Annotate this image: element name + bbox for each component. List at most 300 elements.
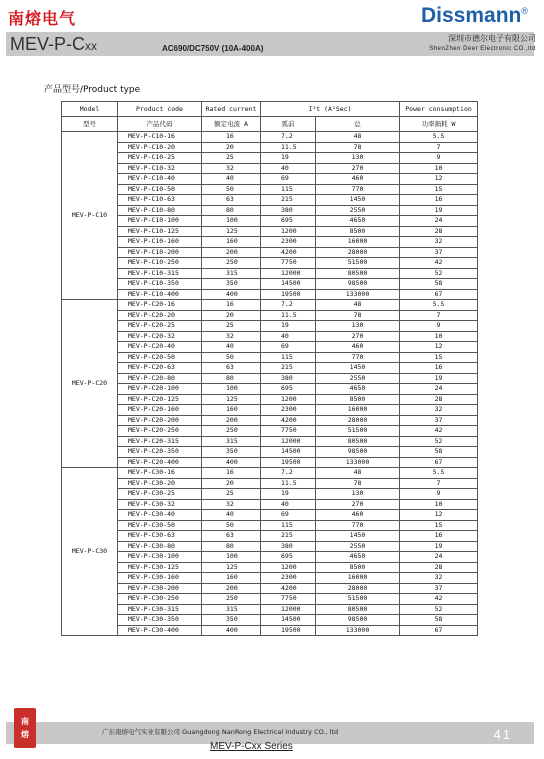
rated-current-cell: 125 xyxy=(202,394,261,405)
rated-current-cell: 350 xyxy=(202,279,261,290)
rated-current-cell: 160 xyxy=(202,573,261,584)
product-code-cell: MEV-P-C30-315 xyxy=(118,604,202,615)
power-cell: 5.5 xyxy=(400,300,478,311)
i2t-total-cell: 770 xyxy=(316,520,400,531)
i2t-pre-cell: 115 xyxy=(261,520,316,531)
rated-current-cell: 200 xyxy=(202,415,261,426)
table-row xyxy=(62,604,478,615)
product-code-cell: MEV-P-C10-100 xyxy=(118,216,202,227)
power-cell: 12 xyxy=(400,174,478,185)
product-code-cell: MEV-P-C20-350 xyxy=(118,447,202,458)
table-row xyxy=(62,174,478,185)
i2t-total-cell: 270 xyxy=(316,163,400,174)
table-row xyxy=(62,478,478,489)
rated-current-cell: 32 xyxy=(202,499,261,510)
table-row xyxy=(62,457,478,468)
product-code-cell: MEV-P-C30-160 xyxy=(118,573,202,584)
rated-current-cell: 63 xyxy=(202,363,261,374)
product-code-cell: MEV-P-C10-32 xyxy=(118,163,202,174)
rated-current-cell: 200 xyxy=(202,583,261,594)
table-row xyxy=(62,615,478,626)
power-cell: 7 xyxy=(400,478,478,489)
table-row xyxy=(62,583,478,594)
product-code-cell: MEV-P-C10-125 xyxy=(118,226,202,237)
model-group-cell: MEV-P-C20 xyxy=(62,300,118,468)
i2t-pre-cell: 69 xyxy=(261,510,316,521)
i2t-pre-cell: 40 xyxy=(261,163,316,174)
table-row xyxy=(62,195,478,206)
i2t-pre-cell: 7.2 xyxy=(261,300,316,311)
product-code-cell: MEV-P-C10-315 xyxy=(118,268,202,279)
i2t-total-cell: 8500 xyxy=(316,394,400,405)
power-cell: 15 xyxy=(400,184,478,195)
i2t-pre-cell: 695 xyxy=(261,216,316,227)
table-row xyxy=(62,184,478,195)
i2t-pre-cell: 12000 xyxy=(261,268,316,279)
i2t-total-cell: 16000 xyxy=(316,237,400,248)
product-code-cell: MEV-P-C10-20 xyxy=(118,142,202,153)
i2t-total-cell: 78 xyxy=(316,478,400,489)
product-code-cell: MEV-P-C20-16 xyxy=(118,300,202,311)
power-cell: 32 xyxy=(400,237,478,248)
table-row xyxy=(62,363,478,374)
i2t-total-cell: 460 xyxy=(316,510,400,521)
power-cell: 42 xyxy=(400,594,478,605)
rated-current-cell: 100 xyxy=(202,384,261,395)
i2t-pre-cell: 380 xyxy=(261,205,316,216)
power-cell: 58 xyxy=(400,279,478,290)
rated-current-cell: 250 xyxy=(202,258,261,269)
product-code-cell: MEV-P-C30-16 xyxy=(118,468,202,479)
i2t-pre-cell: 11.5 xyxy=(261,310,316,321)
table-row xyxy=(62,352,478,363)
i2t-pre-cell: 2300 xyxy=(261,405,316,416)
power-cell: 10 xyxy=(400,331,478,342)
i2t-total-cell: 133000 xyxy=(316,457,400,468)
table-row xyxy=(62,300,478,311)
i2t-pre-cell: 40 xyxy=(261,331,316,342)
rated-current-cell: 20 xyxy=(202,478,261,489)
table-row xyxy=(62,468,478,479)
i2t-pre-cell: 14500 xyxy=(261,279,316,290)
product-code-cell: MEV-P-C20-32 xyxy=(118,331,202,342)
power-cell: 7 xyxy=(400,310,478,321)
badge-char-1: 南 xyxy=(21,717,29,726)
table-row xyxy=(62,415,478,426)
i2t-total-cell: 28000 xyxy=(316,415,400,426)
i2t-pre-cell: 4200 xyxy=(261,415,316,426)
table-row xyxy=(62,384,478,395)
header-i2t-total: 总 xyxy=(316,117,400,132)
i2t-total-cell: 16000 xyxy=(316,573,400,584)
rated-current-cell: 40 xyxy=(202,174,261,185)
rated-current-cell: 25 xyxy=(202,321,261,332)
table-row xyxy=(62,132,478,143)
registered-mark: ® xyxy=(521,6,528,16)
table-row xyxy=(62,541,478,552)
i2t-pre-cell: 1200 xyxy=(261,394,316,405)
company-cn: 深圳市德尔电子有限公司 xyxy=(448,34,536,43)
rated-current-cell: 16 xyxy=(202,300,261,311)
table-row xyxy=(62,226,478,237)
power-cell: 16 xyxy=(400,531,478,542)
product-code-cell: MEV-P-C20-20 xyxy=(118,310,202,321)
i2t-pre-cell: 12000 xyxy=(261,436,316,447)
rated-current-cell: 50 xyxy=(202,352,261,363)
i2t-pre-cell: 7750 xyxy=(261,594,316,605)
footer-series: MEV-P-Cxx Series xyxy=(210,741,293,752)
i2t-pre-cell: 7750 xyxy=(261,258,316,269)
power-cell: 67 xyxy=(400,625,478,636)
power-cell: 32 xyxy=(400,573,478,584)
power-cell: 52 xyxy=(400,436,478,447)
table-row xyxy=(62,573,478,584)
i2t-pre-cell: 19500 xyxy=(261,289,316,300)
rated-current-cell: 16 xyxy=(202,468,261,479)
power-cell: 12 xyxy=(400,510,478,521)
i2t-pre-cell: 695 xyxy=(261,552,316,563)
power-cell: 16 xyxy=(400,363,478,374)
i2t-pre-cell: 19 xyxy=(261,489,316,500)
power-cell: 24 xyxy=(400,216,478,227)
rated-current-cell: 80 xyxy=(202,373,261,384)
rated-current-cell: 400 xyxy=(202,625,261,636)
table-header-row-cn xyxy=(62,117,478,132)
product-code-cell: MEV-P-C30-100 xyxy=(118,552,202,563)
header-model-en: Model xyxy=(62,102,118,117)
table-row xyxy=(62,205,478,216)
i2t-pre-cell: 115 xyxy=(261,352,316,363)
rated-current-cell: 400 xyxy=(202,457,261,468)
table-row xyxy=(62,373,478,384)
i2t-pre-cell: 19 xyxy=(261,321,316,332)
product-code-cell: MEV-P-C30-350 xyxy=(118,615,202,626)
i2t-pre-cell: 4200 xyxy=(261,247,316,258)
rated-current-cell: 40 xyxy=(202,342,261,353)
product-table xyxy=(61,101,478,636)
i2t-total-cell: 1450 xyxy=(316,363,400,374)
power-cell: 10 xyxy=(400,163,478,174)
i2t-total-cell: 98500 xyxy=(316,279,400,290)
power-cell: 28 xyxy=(400,226,478,237)
i2t-pre-cell: 19 xyxy=(261,153,316,164)
i2t-pre-cell: 19500 xyxy=(261,457,316,468)
i2t-total-cell: 4650 xyxy=(316,216,400,227)
company-en: ShenZhen Deer Electronic CO.,ltd xyxy=(429,46,536,52)
product-title-suffix: xx xyxy=(85,39,98,53)
product-code-cell: MEV-P-C10-160 xyxy=(118,237,202,248)
i2t-pre-cell: 7750 xyxy=(261,426,316,437)
rated-current-cell: 20 xyxy=(202,142,261,153)
rated-current-cell: 50 xyxy=(202,184,261,195)
i2t-pre-cell: 14500 xyxy=(261,447,316,458)
i2t-total-cell: 51500 xyxy=(316,594,400,605)
product-code-cell: MEV-P-C10-350 xyxy=(118,279,202,290)
i2t-total-cell: 78 xyxy=(316,142,400,153)
product-code-cell: MEV-P-C30-32 xyxy=(118,499,202,510)
rated-current-cell: 125 xyxy=(202,226,261,237)
product-code-cell: MEV-P-C20-40 xyxy=(118,342,202,353)
brand-en-logo xyxy=(421,4,528,28)
rated-current-cell: 250 xyxy=(202,594,261,605)
table-row xyxy=(62,321,478,332)
power-cell: 9 xyxy=(400,489,478,500)
i2t-total-cell: 28000 xyxy=(316,583,400,594)
product-code-cell: MEV-P-C10-16 xyxy=(118,132,202,143)
rated-current-cell: 200 xyxy=(202,247,261,258)
table-row xyxy=(62,153,478,164)
table-row xyxy=(62,279,478,290)
rated-current-cell: 315 xyxy=(202,268,261,279)
brand-en-name: Dissmann xyxy=(420,4,522,27)
i2t-pre-cell: 7.2 xyxy=(261,468,316,479)
product-code-cell: MEV-P-C10-50 xyxy=(118,184,202,195)
rated-current-cell: 63 xyxy=(202,195,261,206)
product-code-cell: MEV-P-C30-250 xyxy=(118,594,202,605)
power-cell: 16 xyxy=(400,195,478,206)
table-row xyxy=(62,510,478,521)
product-code-cell: MEV-P-C20-250 xyxy=(118,426,202,437)
power-cell: 32 xyxy=(400,405,478,416)
i2t-total-cell: 98500 xyxy=(316,447,400,458)
i2t-pre-cell: 380 xyxy=(261,541,316,552)
i2t-total-cell: 1450 xyxy=(316,195,400,206)
i2t-total-cell: 130 xyxy=(316,321,400,332)
section-title: 产品型号/Product type xyxy=(44,85,141,95)
power-cell: 12 xyxy=(400,342,478,353)
table-row xyxy=(62,426,478,437)
i2t-total-cell: 8500 xyxy=(316,226,400,237)
i2t-total-cell: 98500 xyxy=(316,615,400,626)
i2t-total-cell: 78 xyxy=(316,310,400,321)
table-row xyxy=(62,405,478,416)
i2t-total-cell: 460 xyxy=(316,342,400,353)
rated-current-cell: 315 xyxy=(202,436,261,447)
table-row xyxy=(62,289,478,300)
power-cell: 67 xyxy=(400,457,478,468)
i2t-pre-cell: 1200 xyxy=(261,226,316,237)
power-cell: 24 xyxy=(400,552,478,563)
power-cell: 19 xyxy=(400,541,478,552)
product-code-cell: MEV-P-C10-63 xyxy=(118,195,202,206)
power-cell: 5.5 xyxy=(400,132,478,143)
i2t-pre-cell: 14500 xyxy=(261,615,316,626)
table-row xyxy=(62,268,478,279)
i2t-pre-cell: 11.5 xyxy=(261,142,316,153)
power-cell: 9 xyxy=(400,153,478,164)
table-row xyxy=(62,594,478,605)
i2t-total-cell: 16000 xyxy=(316,405,400,416)
rated-current-cell: 25 xyxy=(202,153,261,164)
product-code-cell: MEV-P-C30-40 xyxy=(118,510,202,521)
rated-current-cell: 250 xyxy=(202,426,261,437)
rated-current-cell: 25 xyxy=(202,489,261,500)
product-code-cell: MEV-P-C20-80 xyxy=(118,373,202,384)
product-code-cell: MEV-P-C30-125 xyxy=(118,562,202,573)
badge-char-2: 熔 xyxy=(21,730,29,739)
i2t-pre-cell: 11.5 xyxy=(261,478,316,489)
i2t-pre-cell: 69 xyxy=(261,342,316,353)
power-cell: 5.5 xyxy=(400,468,478,479)
i2t-total-cell: 270 xyxy=(316,331,400,342)
i2t-total-cell: 51500 xyxy=(316,426,400,437)
power-cell: 9 xyxy=(400,321,478,332)
rated-current-cell: 315 xyxy=(202,604,261,615)
table-row xyxy=(62,520,478,531)
brand-cn-logo: 南熔电气 xyxy=(8,9,77,28)
table-row xyxy=(62,447,478,458)
power-cell: 28 xyxy=(400,562,478,573)
rated-current-cell: 350 xyxy=(202,447,261,458)
i2t-total-cell: 270 xyxy=(316,499,400,510)
power-cell: 52 xyxy=(400,268,478,279)
i2t-total-cell: 2550 xyxy=(316,541,400,552)
power-cell: 67 xyxy=(400,289,478,300)
i2t-pre-cell: 380 xyxy=(261,373,316,384)
rated-current-cell: 160 xyxy=(202,405,261,416)
i2t-pre-cell: 2300 xyxy=(261,573,316,584)
table-row xyxy=(62,552,478,563)
i2t-pre-cell: 1200 xyxy=(261,562,316,573)
product-code-cell: MEV-P-C10-400 xyxy=(118,289,202,300)
rated-current-cell: 80 xyxy=(202,205,261,216)
power-cell: 28 xyxy=(400,394,478,405)
rated-current-cell: 50 xyxy=(202,520,261,531)
footer-company: 广东南熔电气实业有限公司 Guangdong NanRong Electrical Industry CO., ltd xyxy=(102,728,339,736)
table-row xyxy=(62,499,478,510)
product-title-main: MEV-P-C xyxy=(10,34,86,54)
table-row xyxy=(62,489,478,500)
i2t-total-cell: 51500 xyxy=(316,258,400,269)
product-code-cell: MEV-P-C20-400 xyxy=(118,457,202,468)
header-i2t-pre: 弧前 xyxy=(261,117,316,132)
i2t-pre-cell: 215 xyxy=(261,195,316,206)
i2t-total-cell: 460 xyxy=(316,174,400,185)
rated-current-cell: 400 xyxy=(202,289,261,300)
product-code-cell: MEV-P-C20-315 xyxy=(118,436,202,447)
i2t-total-cell: 4650 xyxy=(316,552,400,563)
i2t-total-cell: 28000 xyxy=(316,247,400,258)
rated-current-cell: 32 xyxy=(202,331,261,342)
i2t-total-cell: 80500 xyxy=(316,268,400,279)
rated-current-cell: 125 xyxy=(202,562,261,573)
rated-current-cell: 63 xyxy=(202,531,261,542)
i2t-pre-cell: 19500 xyxy=(261,625,316,636)
power-cell: 58 xyxy=(400,447,478,458)
product-code-cell: MEV-P-C10-250 xyxy=(118,258,202,269)
power-cell: 15 xyxy=(400,352,478,363)
power-cell: 37 xyxy=(400,415,478,426)
header-i2t: I²t (A²Sec) xyxy=(261,102,400,117)
i2t-total-cell: 770 xyxy=(316,184,400,195)
power-cell: 58 xyxy=(400,615,478,626)
header-power-en: Power consumption xyxy=(400,102,478,117)
header-code-en: Product code xyxy=(118,102,202,117)
i2t-pre-cell: 69 xyxy=(261,174,316,185)
i2t-total-cell: 48 xyxy=(316,300,400,311)
rated-current-cell: 40 xyxy=(202,510,261,521)
product-code-cell: MEV-P-C20-63 xyxy=(118,363,202,374)
rated-current-cell: 100 xyxy=(202,552,261,563)
i2t-pre-cell: 215 xyxy=(261,363,316,374)
product-title xyxy=(10,34,97,55)
i2t-total-cell: 770 xyxy=(316,352,400,363)
i2t-pre-cell: 40 xyxy=(261,499,316,510)
table-row xyxy=(62,562,478,573)
rated-current-cell: 80 xyxy=(202,541,261,552)
footer-logo-badge xyxy=(14,708,36,748)
product-code-cell: MEV-P-C30-50 xyxy=(118,520,202,531)
table-row xyxy=(62,625,478,636)
i2t-total-cell: 130 xyxy=(316,489,400,500)
product-code-cell: MEV-P-C30-400 xyxy=(118,625,202,636)
table-row xyxy=(62,247,478,258)
product-code-cell: MEV-P-C30-200 xyxy=(118,583,202,594)
model-group-cell: MEV-P-C10 xyxy=(62,132,118,300)
product-code-cell: MEV-P-C10-40 xyxy=(118,174,202,185)
power-cell: 19 xyxy=(400,205,478,216)
power-cell: 19 xyxy=(400,373,478,384)
product-code-cell: MEV-P-C10-25 xyxy=(118,153,202,164)
rated-current-cell: 16 xyxy=(202,132,261,143)
i2t-total-cell: 1450 xyxy=(316,531,400,542)
i2t-total-cell: 2550 xyxy=(316,373,400,384)
table-row xyxy=(62,237,478,248)
product-code-cell: MEV-P-C20-100 xyxy=(118,384,202,395)
product-code-cell: MEV-P-C20-125 xyxy=(118,394,202,405)
product-code-cell: MEV-P-C30-63 xyxy=(118,531,202,542)
i2t-total-cell: 133000 xyxy=(316,625,400,636)
i2t-total-cell: 48 xyxy=(316,132,400,143)
i2t-total-cell: 8500 xyxy=(316,562,400,573)
table-row xyxy=(62,394,478,405)
header-current-en: Rated current xyxy=(202,102,261,117)
i2t-pre-cell: 115 xyxy=(261,184,316,195)
power-cell: 42 xyxy=(400,426,478,437)
i2t-total-cell: 133000 xyxy=(316,289,400,300)
power-cell: 10 xyxy=(400,499,478,510)
rating-text: AC690/DC750V (10A-400A) xyxy=(162,44,264,53)
rated-current-cell: 100 xyxy=(202,216,261,227)
product-code-cell: MEV-P-C20-50 xyxy=(118,352,202,363)
table-header-row xyxy=(62,102,478,117)
table-row xyxy=(62,216,478,227)
i2t-pre-cell: 12000 xyxy=(261,604,316,615)
header-current-cn: 额定电流 A xyxy=(202,117,261,132)
product-code-cell: MEV-P-C20-25 xyxy=(118,321,202,332)
power-cell: 15 xyxy=(400,520,478,531)
i2t-pre-cell: 695 xyxy=(261,384,316,395)
table-row xyxy=(62,142,478,153)
table-row xyxy=(62,310,478,321)
table-row xyxy=(62,531,478,542)
header-code-cn: 产品代码 xyxy=(118,117,202,132)
i2t-pre-cell: 4200 xyxy=(261,583,316,594)
table-row xyxy=(62,163,478,174)
i2t-total-cell: 80500 xyxy=(316,436,400,447)
i2t-total-cell: 130 xyxy=(316,153,400,164)
model-group-cell: MEV-P-C30 xyxy=(62,468,118,636)
table-row xyxy=(62,331,478,342)
rated-current-cell: 20 xyxy=(202,310,261,321)
power-cell: 52 xyxy=(400,604,478,615)
table-body xyxy=(62,132,478,636)
power-cell: 37 xyxy=(400,247,478,258)
product-code-cell: MEV-P-C20-200 xyxy=(118,415,202,426)
i2t-pre-cell: 215 xyxy=(261,531,316,542)
product-code-cell: MEV-P-C10-80 xyxy=(118,205,202,216)
rated-current-cell: 350 xyxy=(202,615,261,626)
